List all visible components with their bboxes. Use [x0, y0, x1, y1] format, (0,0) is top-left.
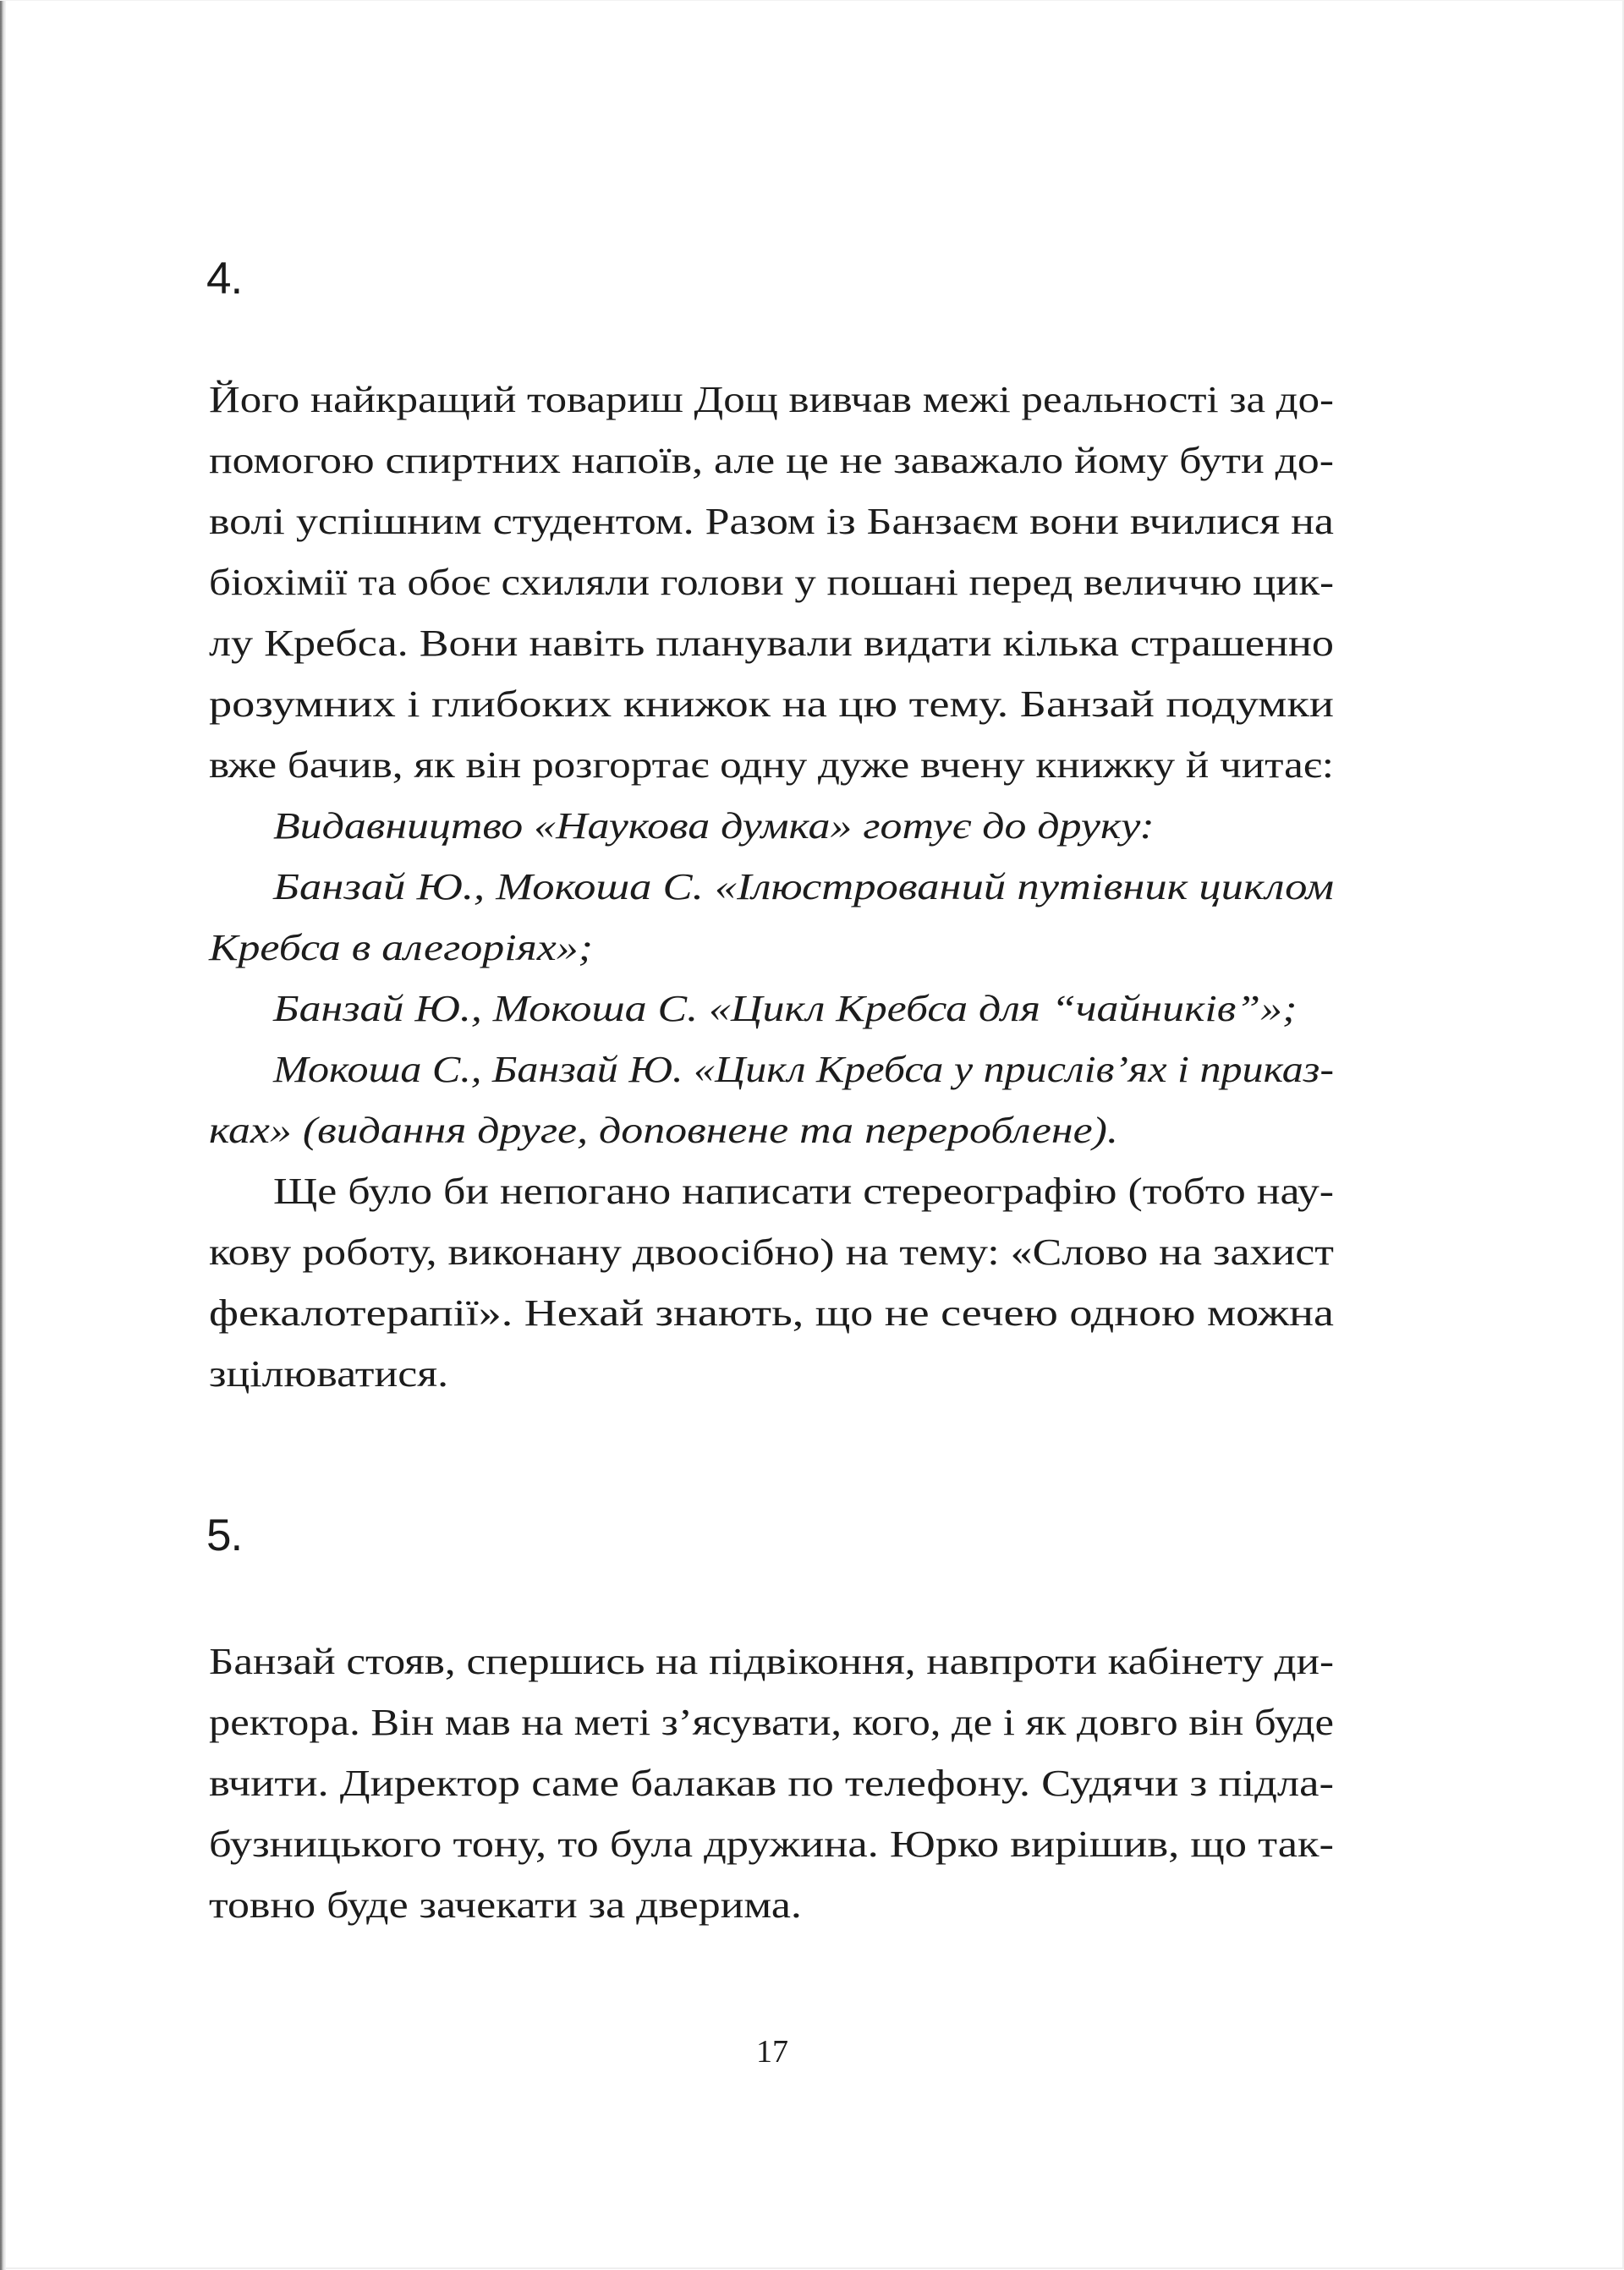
page-edge-shadow: [0, 1, 6, 2270]
text-line: зцілюватися.: [209, 1353, 449, 1395]
text-line: товно буде зачекати за дверима.: [209, 1884, 802, 1926]
section-heading-5: 5.: [206, 1511, 243, 1560]
text-line: бузницького тону, то була дружина. Юрко вирішив, що так-: [209, 1823, 1334, 1865]
text-line: вже бачив, як він розгортає одну дуже вчену книжку й читає:: [209, 744, 1334, 786]
text-line: ках» (видання друге, доповнене та перероблене).: [209, 1110, 1118, 1151]
text-line: ректора. Він мав на меті з’ясувати, кого, де і як довго він буде: [209, 1702, 1334, 1743]
text-line: Його найкращий товариш Дощ вивчав межі реальності за до-: [209, 379, 1334, 420]
text-line: кову роботу, виконану двоосібно) на тему: «Слово на захист: [209, 1231, 1334, 1273]
text-line: помогою спиртних напоїв, але це не заважало йому бути до-: [209, 440, 1334, 481]
text-line: Мокоша С., Банзай Ю. «Цикл Кребса у прислів’ях і приказ-: [273, 1049, 1334, 1090]
text-line: Видавництво «Наукова думка» готує до друку:: [273, 805, 1155, 847]
text-line: Банзай Ю., Мокоша С. «Цикл Кребса для “чайників”»;: [273, 988, 1298, 1029]
text-line: Банзай стояв, спершись на підвіконня, навпроти кабінету ди-: [209, 1641, 1334, 1682]
text-line: вчити. Директор саме балакав по телефону. Судячи з підла-: [209, 1763, 1334, 1804]
text-line: Кребса в алегоріях»;: [209, 927, 593, 968]
text-line: лу Кребса. Вони навіть планували видати кілька страшенно: [209, 622, 1334, 664]
text-line: Банзай Ю., Мокоша С. «Ілюстрований путівник циклом: [273, 866, 1334, 907]
text-line: розумних і глибоких книжок на цю тему. Банзай подумки: [209, 683, 1334, 725]
text-line: Ще було би непогано написати стереографію (тобто нау-: [273, 1171, 1334, 1212]
page-number: 17: [756, 2034, 788, 2070]
section-heading-4: 4.: [206, 254, 243, 304]
text-line: волі успішним студентом. Разом із Банзаєм вони вчилися на: [209, 501, 1334, 542]
text-line: фекалотерапії». Нехай знають, що не сечею одною можна: [209, 1292, 1334, 1334]
text-line: біохімії та обоє схиляли голови у пошані перед величчю цик-: [209, 562, 1334, 603]
